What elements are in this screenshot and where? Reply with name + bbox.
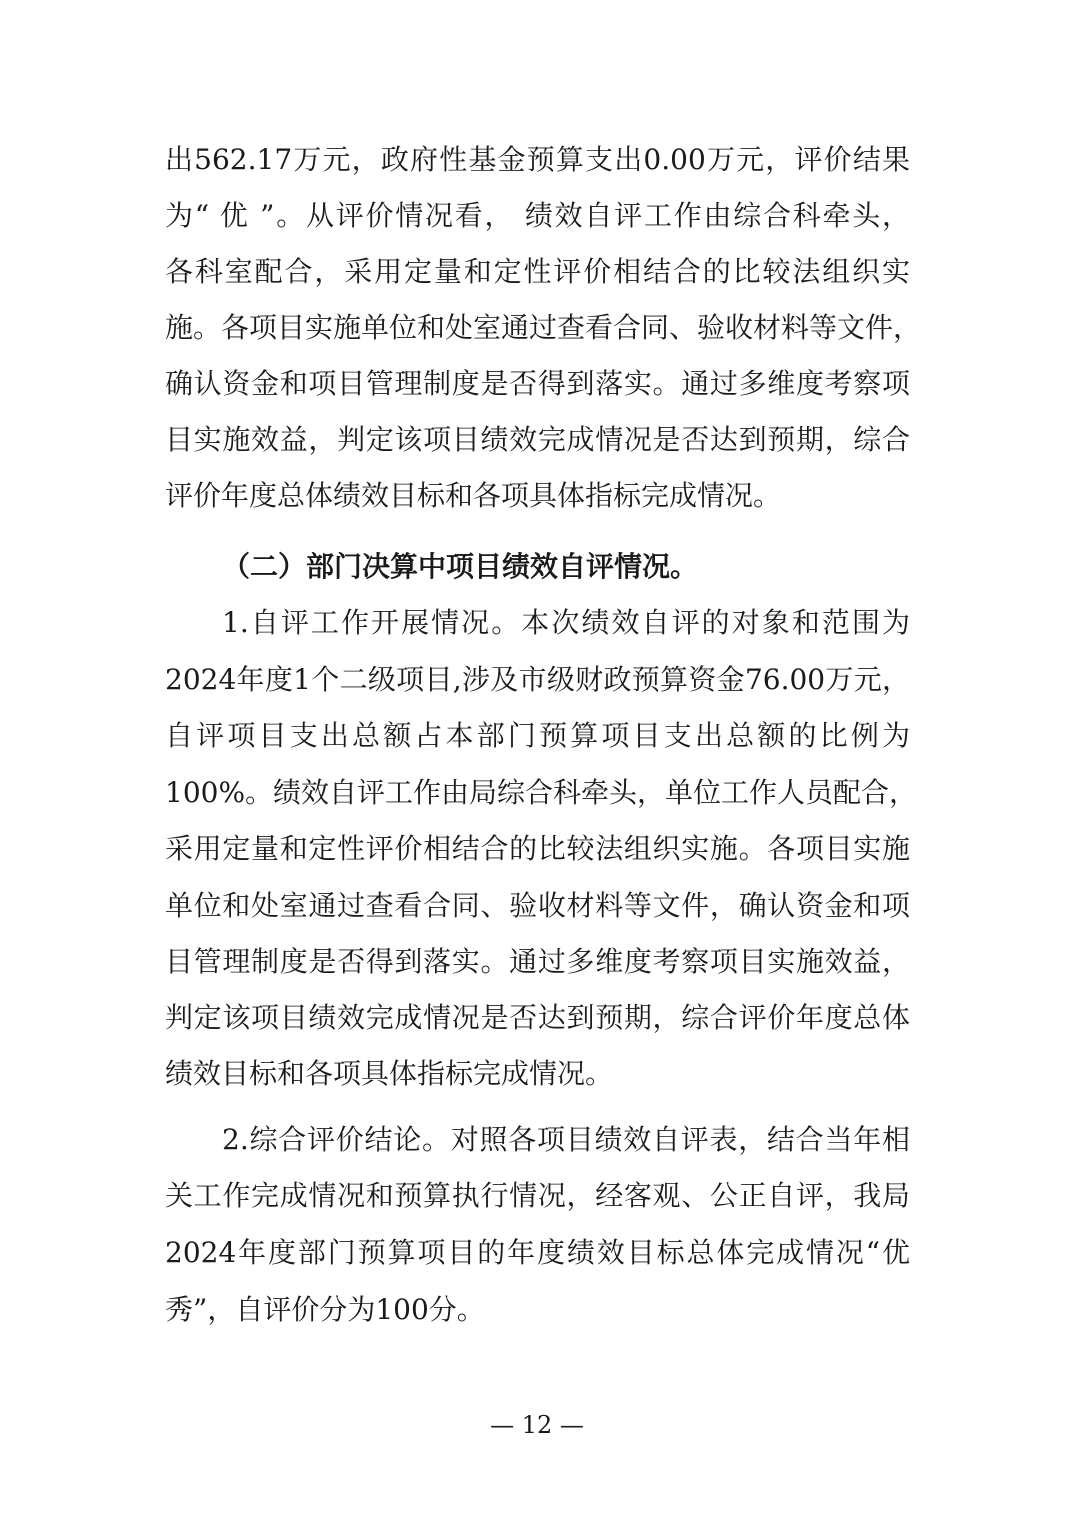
text-line: 1.自评工作开展情况。本次绩效自评的对象和范围为 — [222, 606, 910, 639]
text-line: 采用定量和定性评价相结合的比较法组织实施。各项目实施 — [165, 832, 910, 865]
text-line: 确认资金和项目管理制度是否得到落实。通过多维度考察项 — [165, 367, 910, 400]
text-line: 各科室配合，采用定量和定性评价相结合的比较法组织实 — [165, 255, 910, 288]
text-line: 2024年度部门预算项目的年度绩效目标总体完成情况“优 — [165, 1236, 910, 1269]
text-line: 评价年度总体绩效目标和各项具体指标完成情况。 — [165, 479, 782, 512]
text-line: 自评项目支出总额占本部门预算项目支出总额的比例为 — [165, 719, 910, 752]
page-number: — 12 — — [490, 1411, 584, 1439]
text-line: 单位和处室通过查看合同、验收材料等文件，确认资金和项 — [165, 889, 910, 922]
text-line: 目实施效益，判定该项目绩效完成情况是否达到预期，综合 — [165, 423, 910, 456]
text-line: 判定该项目绩效完成情况是否达到预期，综合评价年度总体 — [165, 1001, 910, 1034]
text-line: 2024年度1个二级项目,涉及市级财政预算资金76.00万元， — [165, 663, 910, 696]
text-line: 目管理制度是否得到落实。通过多维度考察项目实施效益， — [165, 945, 910, 978]
text-line: 秀”，自评价分为100分。 — [165, 1293, 485, 1326]
section-heading: （二）部门决算中项目绩效自评情况。 — [222, 550, 699, 583]
text-line: 关工作完成情况和预算执行情况，经客观、公正自评，我局 — [165, 1179, 910, 1212]
text-line: 施。各项目实施单位和处室通过查看合同、验收材料等文件， — [165, 311, 922, 344]
text-line: 2.综合评价结论。对照各项目绩效自评表，结合当年相 — [222, 1123, 910, 1156]
text-line: 为“ 优 ”。从评价情况看， 绩效自评工作由综合科牵头， — [165, 199, 910, 232]
text-line: 出562.17万元，政府性基金预算支出0.00万元，评价结果 — [165, 143, 910, 176]
text-line: 100%。绩效自评工作由局综合科牵头，单位工作人员配合， — [165, 776, 918, 809]
text-line: 绩效目标和各项具体指标完成情况。 — [165, 1057, 614, 1090]
